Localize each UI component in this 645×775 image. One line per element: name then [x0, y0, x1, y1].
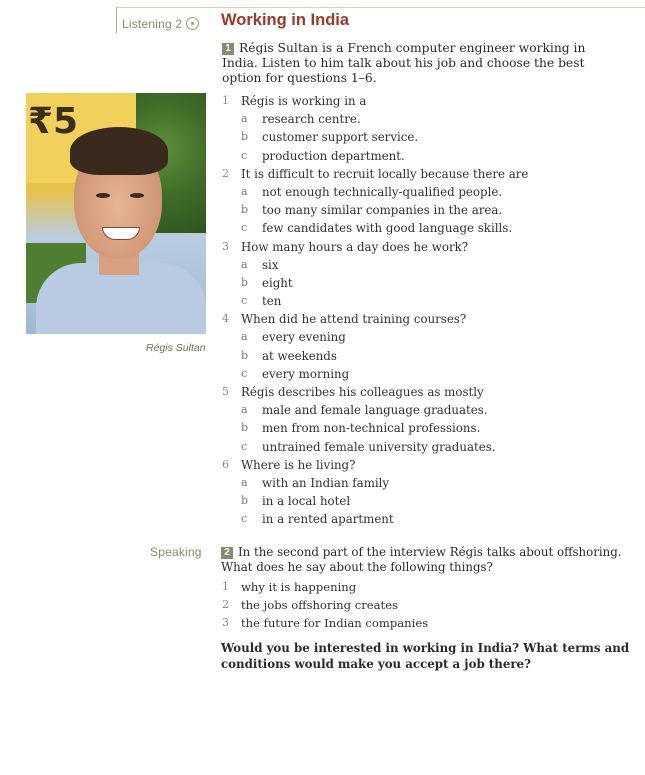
option-item[interactable] — [222, 365, 622, 383]
question-number: 3 — [222, 239, 229, 253]
speaking-item-number: 1 — [222, 580, 229, 593]
option-text: research centre. — [262, 112, 361, 127]
option-item[interactable] — [222, 401, 622, 419]
option-text: untrained female university graduates. — [262, 439, 496, 454]
option-letter: b — [241, 421, 249, 435]
listening-section-label — [122, 17, 199, 31]
option-item[interactable] — [222, 474, 622, 492]
option-letter: a — [241, 403, 248, 417]
option-letter: a — [241, 112, 248, 126]
speaking-item — [222, 614, 622, 632]
option-text: in a local hotel — [262, 494, 351, 509]
speaking-item-text: the future for Indian companies — [241, 616, 429, 630]
speaking-number-badge: 2 — [221, 547, 233, 559]
option-letter: c — [241, 294, 248, 308]
option-text: in a rented apartment — [262, 512, 394, 527]
top-rule — [116, 7, 645, 8]
option-letter: c — [241, 439, 248, 453]
option-text: every evening — [262, 330, 346, 345]
page-title: Working in India — [221, 11, 350, 29]
option-text: too many similar companies in the area. — [262, 203, 503, 218]
speaking-item-text: why it is happening — [241, 580, 357, 594]
option-item[interactable] — [222, 201, 622, 219]
option-text: men from non-technical professions. — [262, 421, 481, 436]
section-rule — [116, 7, 117, 33]
regis-photo: ₹5 — [26, 93, 206, 334]
speaking-item — [222, 578, 622, 596]
audio-cd-icon — [186, 17, 199, 30]
speaking-item-number: 2 — [222, 598, 229, 611]
option-text: not enough technically-qualified people. — [262, 184, 503, 199]
exercise-number-badge: 1 — [222, 43, 234, 55]
question-item — [222, 456, 622, 474]
option-item[interactable] — [222, 347, 622, 365]
question-item — [222, 165, 622, 183]
option-item[interactable] — [222, 274, 622, 292]
option-item[interactable] — [222, 219, 622, 237]
question-number: 6 — [222, 457, 229, 471]
option-item[interactable] — [222, 419, 622, 437]
option-letter: c — [241, 221, 248, 235]
question-number: 5 — [222, 385, 229, 398]
question-text: When did he attend training courses? — [241, 312, 467, 327]
option-item[interactable] — [222, 128, 622, 146]
option-item[interactable] — [222, 438, 622, 456]
option-letter: b — [241, 348, 249, 362]
question-number: 4 — [222, 312, 229, 326]
option-letter: a — [241, 184, 248, 198]
speaking-prompt — [221, 545, 645, 575]
option-letter: c — [241, 148, 248, 162]
speaking-section-label: Speaking — [150, 545, 202, 559]
option-text: at weekends — [262, 348, 337, 363]
question-item — [222, 383, 622, 401]
option-text: few candidates with good language skills. — [262, 221, 513, 236]
option-letter: a — [241, 257, 248, 271]
option-text: eight — [262, 275, 293, 290]
question-item — [222, 92, 622, 110]
question-text: How many hours a day does he work? — [241, 239, 469, 254]
option-letter: b — [241, 130, 249, 144]
option-item[interactable] — [222, 256, 622, 274]
option-item[interactable] — [222, 292, 622, 310]
photo-caption: Régis Sultan — [146, 342, 206, 354]
question-number: 2 — [222, 166, 229, 180]
exercise1-instructions — [222, 41, 622, 86]
listening-label-text: Listening 2 — [122, 17, 183, 31]
question-number: 1 — [222, 94, 229, 107]
option-text: production department. — [262, 148, 405, 163]
option-letter: b — [241, 275, 249, 289]
option-text: six — [262, 257, 279, 272]
speaking-item — [222, 596, 622, 614]
speaking-prompt-text: In the second part of the interview Régis talks about offshoring. What does he say about the following things? — [221, 545, 622, 574]
question-text: It is difficult to recruit locally because there are — [241, 166, 529, 181]
discussion-question: Would you be interested in working in India? What terms and conditions would make you accept a job there? — [221, 641, 630, 671]
option-text: male and female language graduates. — [262, 403, 488, 418]
option-letter: b — [241, 494, 249, 508]
option-letter: b — [241, 203, 249, 217]
speaking-item-number: 3 — [222, 616, 229, 629]
speaking-items — [222, 578, 622, 632]
option-item[interactable] — [222, 328, 622, 346]
option-text: ten — [262, 294, 282, 309]
option-letter: a — [241, 330, 248, 344]
option-item[interactable] — [222, 110, 622, 128]
option-letter: c — [241, 512, 248, 526]
option-item[interactable] — [222, 510, 622, 528]
option-letter: a — [241, 475, 248, 489]
option-letter: c — [241, 366, 248, 380]
question-text: Régis describes his colleagues as mostly — [241, 385, 484, 399]
option-item[interactable] — [222, 492, 622, 510]
question-item — [222, 310, 622, 328]
question-item — [222, 238, 622, 256]
option-text: customer support service. — [262, 130, 419, 145]
question-text: Régis is working in a — [241, 94, 367, 108]
option-text: with an Indian family — [262, 475, 390, 490]
option-text: every morning — [262, 366, 350, 381]
option-item[interactable] — [222, 147, 622, 165]
speaking-item-text: the jobs offshoring creates — [241, 598, 399, 612]
option-item[interactable] — [222, 183, 622, 201]
question-text: Where is he living? — [241, 457, 356, 472]
exercise1-instructions-text: Régis Sultan is a French computer engineer working in India. Listen to him talk about his job and choose the best option for questions 1–6. — [222, 41, 586, 85]
question-list — [222, 92, 622, 529]
